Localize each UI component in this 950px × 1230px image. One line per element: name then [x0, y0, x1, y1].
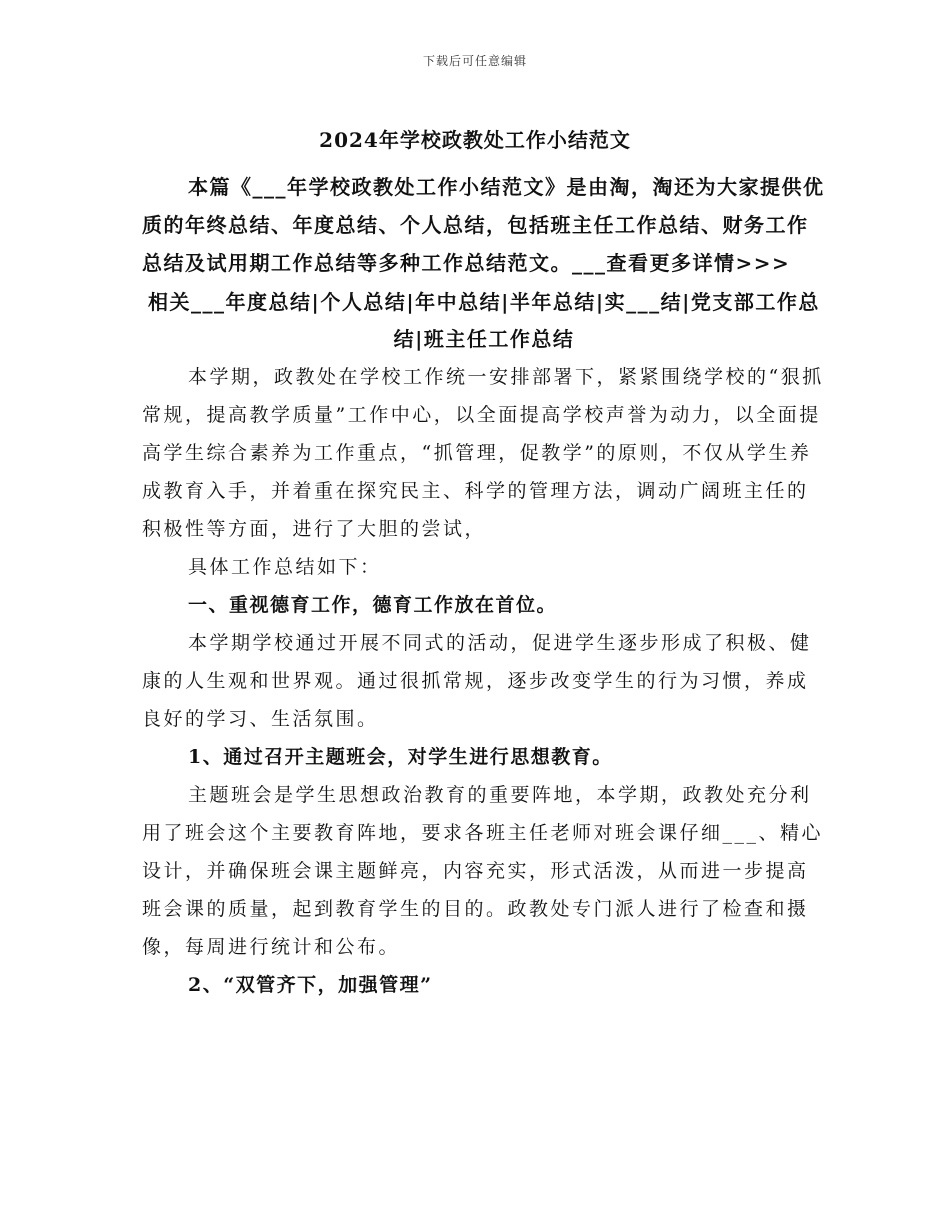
page-title: 2024年学校政教处工作小结范文 [319, 128, 631, 152]
intro-paragraph: 本篇《___年学校政教处工作小结范文》是由淘，淘还为大家提供优质的年终总结、年度总结、个人总结，包括班主任工作总结、财务工作总结及试用期工作总结等多种工作总结范文。___查看更多详情>>> [142, 175, 825, 275]
body-paragraph-4: 主题班会是学生思想政治教育的重要阵地，本学期，政教处充分利用了班会这个主要教育阵地，要求各班主任老师对班会课仔细___、精心设计，并确保班会课主题鲜亮，内容充实，形式活泼，从而进一步提高班会课的质量，起到教育学生的目的。政教处专门派人进行了检查和摄像，每周进行统计和公布。 [142, 784, 824, 958]
subsection-heading-2: 2、“双管齐下，加强管理” [188, 974, 433, 996]
header-note: 下载后可任意编辑 [422, 54, 527, 68]
body-paragraph-1: 本学期，政教处在学校工作统一安排部署下，紧紧围绕学校的“狠抓常规，提高教学质量”工作中心，以全面提高学校声誉为动力，以全面提高学生综合素养为工作重点，“抓管理，促教学”的原则，不仅从学生养成教育入手，并着重在探究民主、科学的管理方法，调动广阔班主任的积极性等方面，进行了大胆的尝试， [142, 366, 824, 540]
body-paragraph-2: 具体工作总结如下： [188, 556, 382, 578]
document-body [142, 168, 826, 1004]
section-heading-1: 一、重视德育工作，德育工作放在首位。 [188, 594, 558, 616]
subsection-heading-1: 1、通过召开主题班会，对学生进行思想教育。 [188, 746, 613, 768]
related-links: 相关___年度总结|个人总结|年中总结|半年总结|实___结|党支部工作总结|班主任工作总结 [148, 290, 820, 351]
body-paragraph-3: 本学期学校通过开展不同式的活动，促进学生逐步形成了积极、健康的人生观和世界观。通过很抓常规，逐步改变学生的行为习惯，养成良好的学习、生活氛围。 [142, 632, 812, 730]
